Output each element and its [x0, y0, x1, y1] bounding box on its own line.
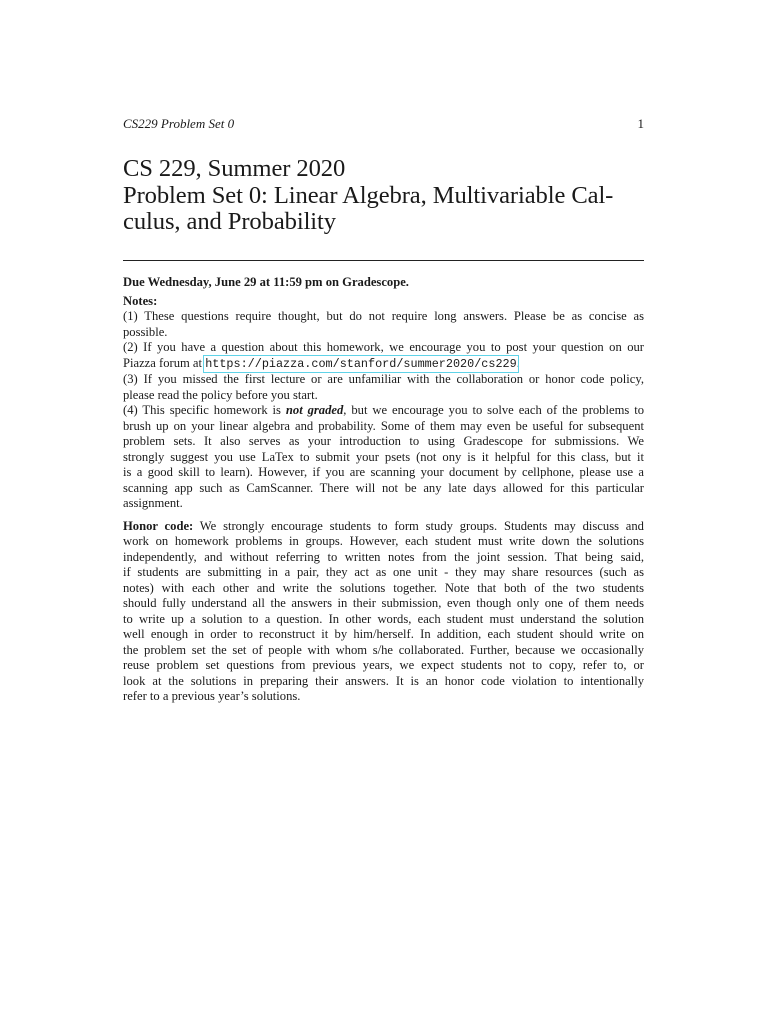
honor-line: notes) with each other and write the solutions together. Note that both of the two students	[123, 580, 644, 595]
piazza-link[interactable]: https://piazza.com/stanford/summer2020/cs229	[205, 356, 517, 371]
document-title	[123, 156, 650, 236]
document-body	[123, 275, 644, 705]
honor-line: reuse problem set questions from previous years, we expect students not to copy, refer to, or	[123, 658, 644, 672]
running-header	[123, 116, 644, 132]
not-graded-emphasis: not graded	[285, 403, 344, 417]
note-line: (2) If you have a question about this homework, we encourage you to post your question on our	[123, 340, 644, 354]
note-line	[123, 356, 644, 373]
honor-line: should fully understand all the answers in their submission, even though only one of them needs	[123, 596, 644, 610]
note-line: (3) If you missed the first lecture or are unfamiliar with the collaboration or honor code policy,	[123, 372, 644, 386]
note-line: is a good skill to learn). However, if you are scanning your document by cellphone, please use a	[123, 465, 644, 479]
notes-heading: Notes:	[123, 293, 158, 308]
note-line: problem sets. It also serves as your introduction to using Gradescope for submissions. We	[123, 434, 644, 448]
honor-line: independently, and without referring to written notes from the joint session. That being said,	[123, 549, 644, 564]
honor-line: work on homework problems in groups. However, each student must write down the solutions	[123, 534, 644, 548]
honor-line	[123, 519, 644, 535]
note-line: (1) These questions require thought, but do not require long answers. Please be as concise as	[123, 309, 644, 323]
due-date: Due Wednesday, June 29 at 11:59 pm on Gradescope.	[123, 275, 409, 289]
honor-line: if students are submitting in a pair, they act as one unit - they may share resources (such as	[123, 565, 644, 579]
note-line	[123, 403, 644, 419]
note-line: assignment.	[123, 496, 183, 510]
note-text: (4) This specific homework is	[123, 403, 286, 417]
honor-line: well enough in order to reconstruct it by him/herself. In addition, each student should write on	[123, 627, 644, 641]
honor-text: We strongly encourage students to form study groups. Students may discuss and	[193, 518, 644, 533]
note-line: scanning app such as CamScanner. There will not be any late days allowed for this particular	[123, 480, 644, 495]
note-line: please read the policy before you start.	[123, 387, 318, 402]
title-line: Problem Set 0: Linear Algebra, Multivariable Cal-	[123, 181, 614, 209]
honor-line: to write up a solution to a question. In other words, each student must understand the solution	[123, 611, 644, 626]
title-divider	[123, 260, 644, 261]
note-text: Piazza forum at	[123, 355, 206, 370]
honor-code-section	[123, 519, 644, 705]
note-line: brush up on your linear algebra and probability. Some of them may even be useful for subsequent	[123, 418, 644, 433]
title-line: CS 229, Summer 2020	[123, 155, 346, 182]
page-number: 1	[637, 116, 644, 131]
honor-line: refer to a previous year’s solutions.	[123, 689, 301, 703]
honor-line: look at the solutions in preparing their answers. It is an honor code violation to intentionally	[123, 673, 644, 688]
note-line: possible.	[123, 324, 168, 339]
honor-code-label: Honor code:	[123, 518, 194, 533]
honor-line: the problem set the set of people with whom s/he collaborated. Further, because we occasionally	[123, 642, 644, 657]
notes-section	[123, 294, 644, 512]
note-text: , but we encourage you to solve each of the problems to	[343, 403, 644, 417]
running-title: CS229 Problem Set 0	[123, 116, 235, 131]
note-text: .	[516, 355, 520, 370]
note-line: strongly suggest you use LaTex to submit your psets (not ony is it helpful for this class, but it	[123, 449, 644, 464]
title-line: culus, and Probability	[123, 208, 336, 235]
